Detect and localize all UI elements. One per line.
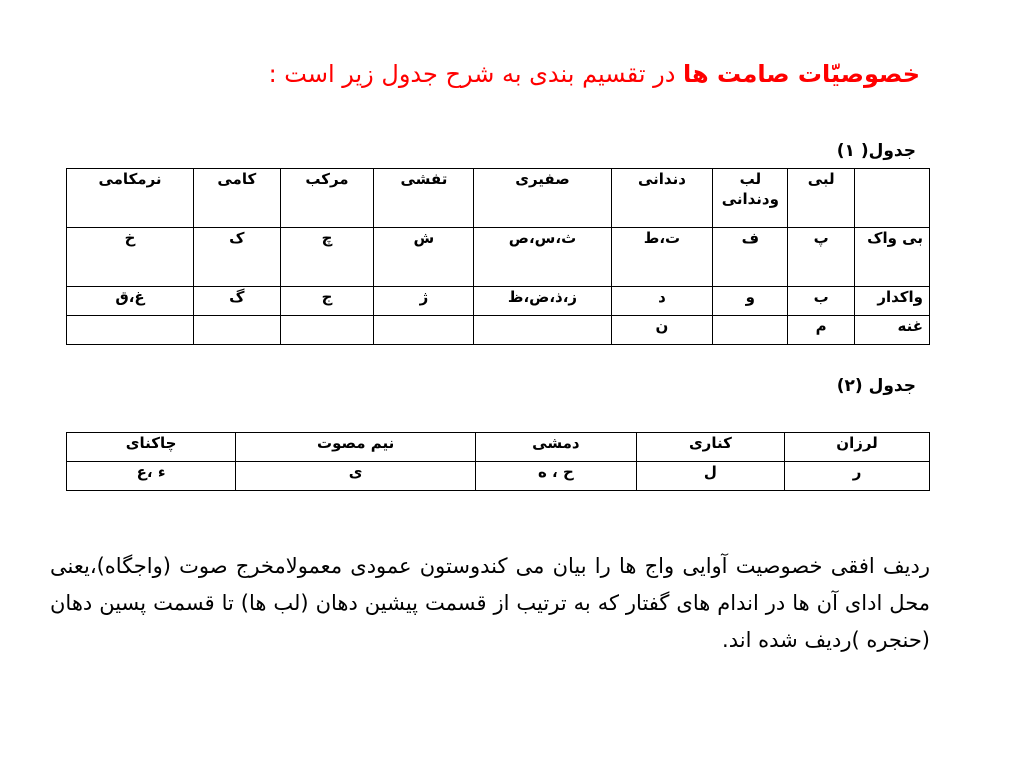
table-cell: ج (280, 287, 374, 316)
table-cell: ء ،ع (67, 462, 236, 491)
table-cell: ث،س،ص (474, 228, 611, 287)
header-cell: دمشی (476, 433, 637, 462)
table-cell: ن (611, 316, 713, 345)
header-cell: لب ودندانی (713, 169, 788, 228)
table-cell: گ (194, 287, 281, 316)
table-cell (713, 316, 788, 345)
table-row (67, 433, 930, 462)
header-cell: نیم مصوت (236, 433, 476, 462)
header-cell: کامی (194, 169, 281, 228)
header-cell: نرمکامی (67, 169, 194, 228)
explanation-paragraph: ردیف افقی خصوصیت آوایی واج ها را بیان می کندوستون عمودی معمولامخرج صوت (واجگاه)،یعنی محل ادای آن ها در اندام های گفتار که به ترتیب از قسمت پیشین دهان (لب ها) تا قسمت پسین دهان (حنجره )ردیف شده اند. (50, 554, 930, 652)
header-cell: مرکب (280, 169, 374, 228)
table-cell (194, 316, 281, 345)
table-cell: ف (713, 228, 788, 287)
row-label: واکدار (855, 287, 930, 316)
table-cell: ش (374, 228, 474, 287)
table-row (67, 462, 930, 491)
table-cell (474, 316, 611, 345)
table-row (67, 228, 930, 287)
table-cell: ر (785, 462, 930, 491)
table-row (67, 316, 930, 345)
table-cell (374, 316, 474, 345)
table-cell: ز،ذ،ض،ظ (474, 287, 611, 316)
table-row (67, 287, 930, 316)
table-cell: ک (194, 228, 281, 287)
header-cell: لرزان (785, 433, 930, 462)
header-cell: دندانی (611, 169, 713, 228)
header-cell: چاکنای (67, 433, 236, 462)
title-rest: در تقسیم بندی به شرح جدول زیر است : (268, 60, 684, 88)
consonant-table-1 (66, 168, 930, 345)
table-cell: پ (788, 228, 855, 287)
row-label: غنه (855, 316, 930, 345)
header-cell: تفشی (374, 169, 474, 228)
header-cell: صفیری (474, 169, 611, 228)
table-cell: د (611, 287, 713, 316)
table-cell (67, 316, 194, 345)
table-cell: غ،ق (67, 287, 194, 316)
table2-caption: جدول (۲) (836, 376, 916, 396)
table-cell (280, 316, 374, 345)
table-cell: ح ، ه (476, 462, 637, 491)
table-cell: و (713, 287, 788, 316)
table-cell: م (788, 316, 855, 345)
table-cell: ی (236, 462, 476, 491)
table-cell: ژ (374, 287, 474, 316)
slide-title (100, 52, 920, 96)
table-cell: ل (636, 462, 784, 491)
table-cell: چ (280, 228, 374, 287)
table-cell: ب (788, 287, 855, 316)
header-cell (855, 169, 930, 228)
table-cell: ت،ط (611, 228, 713, 287)
title-bold: خصوصیّات صامت ها (683, 60, 920, 88)
header-cell: لبی (788, 169, 855, 228)
row-label: بی واک (855, 228, 930, 287)
header-cell: کناری (636, 433, 784, 462)
table1-caption: جدول( ۱) (836, 141, 916, 161)
consonant-table-2 (66, 432, 930, 491)
table-cell: خ (67, 228, 194, 287)
table-row (67, 169, 930, 228)
